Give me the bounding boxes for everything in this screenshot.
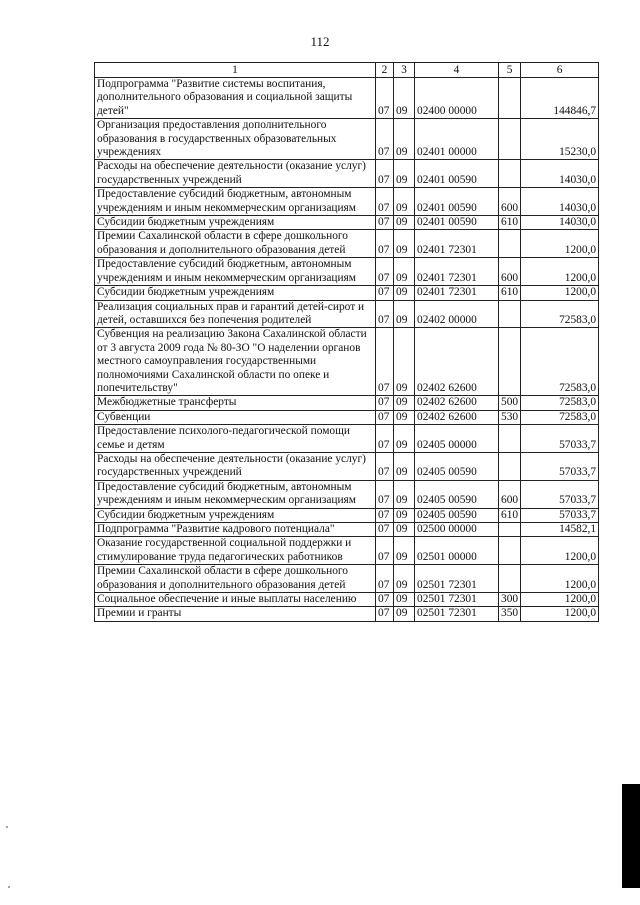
row-code-cell: 07 <box>376 230 394 258</box>
row-sum-cell: 72583,0 <box>521 300 599 328</box>
table-row <box>95 188 599 216</box>
row-code-cell: 610 <box>499 216 521 230</box>
row-sum-cell: 15230,0 <box>521 119 599 160</box>
row-sum-cell: 14030,0 <box>521 160 599 188</box>
scan-edge-mark <box>622 784 640 888</box>
row-code-cell: 09 <box>394 286 415 300</box>
row-code-cell: 09 <box>394 230 415 258</box>
table-row <box>95 230 599 258</box>
row-name-cell: Расходы на обеспечение деятельности (оказание услуг) государственных учреждений <box>95 160 376 188</box>
row-code-cell: 07 <box>376 593 394 607</box>
row-code-cell: 610 <box>499 508 521 522</box>
row-name-cell: Субсидии бюджетным учреждениям <box>95 508 376 522</box>
row-code-cell: 02501 72301 <box>415 565 499 593</box>
row-code-cell: 02401 72301 <box>415 286 499 300</box>
row-code-cell <box>499 78 521 119</box>
row-code-cell <box>499 523 521 537</box>
row-name-cell: Субсидии бюджетным учреждениям <box>95 286 376 300</box>
row-code-cell: 02401 72301 <box>415 258 499 286</box>
budget-table <box>94 62 599 622</box>
table-row <box>95 328 599 396</box>
row-name-cell: Межбюджетные трансферты <box>95 396 376 410</box>
column-header: 3 <box>394 63 415 78</box>
row-sum-cell: 57033,7 <box>521 425 599 453</box>
row-name-cell: Предоставление субсидий бюджетным, автономным учреждениям и иным некоммерческим организациям <box>95 188 376 216</box>
row-name-cell: Субвенция на реализацию Закона Сахалинской области от 3 августа 2009 года № 80-ЗО "О наделении органов местного самоуправления государственными полномочиями Сахалинской области по опеке и попечительству" <box>95 328 376 396</box>
row-code-cell: 09 <box>394 607 415 621</box>
table-row <box>95 119 599 160</box>
row-code-cell: 600 <box>499 258 521 286</box>
row-name-cell: Расходы на обеспечение деятельности (оказание услуг) государственных учреждений <box>95 452 376 480</box>
row-code-cell: 09 <box>394 425 415 453</box>
row-code-cell: 09 <box>394 78 415 119</box>
table-row <box>95 300 599 328</box>
table-header-row <box>95 63 599 78</box>
row-code-cell <box>499 565 521 593</box>
row-code-cell: 350 <box>499 607 521 621</box>
row-code-cell: 02402 00000 <box>415 300 499 328</box>
row-name-cell: Подпрограмма "Развитие системы воспитания, дополнительного образования и социальной защиты детей" <box>95 78 376 119</box>
row-sum-cell: 72583,0 <box>521 410 599 424</box>
row-code-cell: 02405 00590 <box>415 452 499 480</box>
table-row <box>95 410 599 424</box>
scan-speck <box>8 886 10 888</box>
row-code-cell: 07 <box>376 160 394 188</box>
row-name-cell: Организация предоставления дополнительного образования в государственных образовательных учреждениях <box>95 119 376 160</box>
row-code-cell: 07 <box>376 300 394 328</box>
row-sum-cell: 57033,7 <box>521 480 599 508</box>
row-name-cell: Субвенции <box>95 410 376 424</box>
row-name-cell: Субсидии бюджетным учреждениям <box>95 216 376 230</box>
row-code-cell: 07 <box>376 328 394 396</box>
row-code-cell: 09 <box>394 593 415 607</box>
row-code-cell: 02501 00000 <box>415 537 499 565</box>
row-code-cell: 09 <box>394 537 415 565</box>
row-code-cell: 02405 00000 <box>415 425 499 453</box>
row-code-cell: 07 <box>376 396 394 410</box>
row-code-cell: 07 <box>376 508 394 522</box>
page-number: 112 <box>310 34 330 49</box>
row-name-cell: Премии Сахалинской области в сфере дошкольного образования и дополнительного образования детей <box>95 230 376 258</box>
row-name-cell: Премии и гранты <box>95 607 376 621</box>
row-code-cell: 07 <box>376 607 394 621</box>
row-code-cell <box>499 119 521 160</box>
row-sum-cell: 1200,0 <box>521 258 599 286</box>
table-row <box>95 607 599 621</box>
row-sum-cell: 1200,0 <box>521 537 599 565</box>
row-code-cell: 09 <box>394 410 415 424</box>
row-code-cell: 02501 72301 <box>415 607 499 621</box>
table-row <box>95 523 599 537</box>
table-row <box>95 425 599 453</box>
row-code-cell: 07 <box>376 78 394 119</box>
row-name-cell: Социальное обеспечение и иные выплаты населению <box>95 593 376 607</box>
row-code-cell: 07 <box>376 452 394 480</box>
row-code-cell: 02401 00000 <box>415 119 499 160</box>
table-row <box>95 160 599 188</box>
row-code-cell: 07 <box>376 537 394 565</box>
row-code-cell: 02402 62600 <box>415 328 499 396</box>
row-sum-cell: 144846,7 <box>521 78 599 119</box>
row-code-cell: 07 <box>376 119 394 160</box>
column-header: 5 <box>499 63 521 78</box>
row-code-cell: 600 <box>499 480 521 508</box>
row-code-cell <box>499 300 521 328</box>
row-code-cell: 07 <box>376 565 394 593</box>
column-header: 6 <box>521 63 599 78</box>
row-code-cell: 07 <box>376 286 394 300</box>
row-code-cell: 02401 00590 <box>415 216 499 230</box>
row-code-cell: 07 <box>376 188 394 216</box>
row-sum-cell: 57033,7 <box>521 508 599 522</box>
row-code-cell <box>499 537 521 565</box>
row-code-cell: 07 <box>376 410 394 424</box>
row-name-cell: Реализация социальных прав и гарантий детей-сирот и детей, оставшихся без попечения родителей <box>95 300 376 328</box>
table-row <box>95 452 599 480</box>
row-code-cell: 07 <box>376 216 394 230</box>
row-code-cell: 02401 00590 <box>415 160 499 188</box>
table-row <box>95 216 599 230</box>
row-code-cell <box>499 230 521 258</box>
row-name-cell: Премии Сахалинской области в сфере дошкольного образования и дополнительного образования детей <box>95 565 376 593</box>
row-code-cell: 09 <box>394 452 415 480</box>
row-code-cell <box>499 160 521 188</box>
row-code-cell: 07 <box>376 425 394 453</box>
row-sum-cell: 1200,0 <box>521 230 599 258</box>
row-name-cell: Предоставление психолого-педагогической помощи семье и детям <box>95 425 376 453</box>
table-row <box>95 480 599 508</box>
row-code-cell: 02405 00590 <box>415 480 499 508</box>
table-row <box>95 508 599 522</box>
table-row <box>95 593 599 607</box>
row-code-cell: 07 <box>376 480 394 508</box>
row-sum-cell: 72583,0 <box>521 396 599 410</box>
table-row <box>95 258 599 286</box>
row-code-cell <box>499 328 521 396</box>
row-code-cell: 300 <box>499 593 521 607</box>
row-sum-cell: 1200,0 <box>521 286 599 300</box>
row-code-cell: 500 <box>499 396 521 410</box>
scan-speck <box>6 826 8 828</box>
row-code-cell: 09 <box>394 523 415 537</box>
row-sum-cell: 72583,0 <box>521 328 599 396</box>
row-code-cell: 09 <box>394 160 415 188</box>
row-code-cell: 02501 72301 <box>415 593 499 607</box>
row-sum-cell: 1200,0 <box>521 593 599 607</box>
row-code-cell: 02400 00000 <box>415 78 499 119</box>
row-code-cell: 09 <box>394 328 415 396</box>
row-code-cell: 610 <box>499 286 521 300</box>
row-sum-cell: 1200,0 <box>521 607 599 621</box>
row-code-cell: 02500 00000 <box>415 523 499 537</box>
row-sum-cell: 14030,0 <box>521 188 599 216</box>
row-code-cell: 09 <box>394 396 415 410</box>
row-name-cell: Подпрограмма "Развитие кадрового потенциала" <box>95 523 376 537</box>
row-code-cell: 09 <box>394 258 415 286</box>
row-name-cell: Предоставление субсидий бюджетным, автономным учреждениям и иным некоммерческим организациям <box>95 480 376 508</box>
row-code-cell: 530 <box>499 410 521 424</box>
table-row <box>95 537 599 565</box>
table-row <box>95 565 599 593</box>
row-code-cell: 02401 72301 <box>415 230 499 258</box>
column-header: 1 <box>95 63 376 78</box>
row-code-cell: 600 <box>499 188 521 216</box>
row-name-cell: Предоставление субсидий бюджетным, автономным учреждениям и иным некоммерческим организациям <box>95 258 376 286</box>
row-code-cell: 07 <box>376 523 394 537</box>
row-code-cell <box>499 452 521 480</box>
row-code-cell: 02401 00590 <box>415 188 499 216</box>
row-sum-cell: 1200,0 <box>521 565 599 593</box>
row-code-cell: 09 <box>394 119 415 160</box>
row-code-cell: 09 <box>394 565 415 593</box>
row-code-cell: 09 <box>394 188 415 216</box>
row-code-cell: 09 <box>394 300 415 328</box>
row-sum-cell: 14030,0 <box>521 216 599 230</box>
row-code-cell <box>499 425 521 453</box>
column-header: 4 <box>415 63 499 78</box>
row-code-cell: 02405 00590 <box>415 508 499 522</box>
row-code-cell: 09 <box>394 480 415 508</box>
row-code-cell: 09 <box>394 216 415 230</box>
table-row <box>95 286 599 300</box>
row-sum-cell: 14582,1 <box>521 523 599 537</box>
row-sum-cell: 57033,7 <box>521 452 599 480</box>
row-code-cell: 02402 62600 <box>415 396 499 410</box>
row-code-cell: 09 <box>394 508 415 522</box>
row-code-cell: 02402 62600 <box>415 410 499 424</box>
row-name-cell: Оказание государственной социальной поддержки и стимулирование труда педагогических работников <box>95 537 376 565</box>
table-row <box>95 396 599 410</box>
row-code-cell: 07 <box>376 258 394 286</box>
column-header: 2 <box>376 63 394 78</box>
table-row <box>95 78 599 119</box>
